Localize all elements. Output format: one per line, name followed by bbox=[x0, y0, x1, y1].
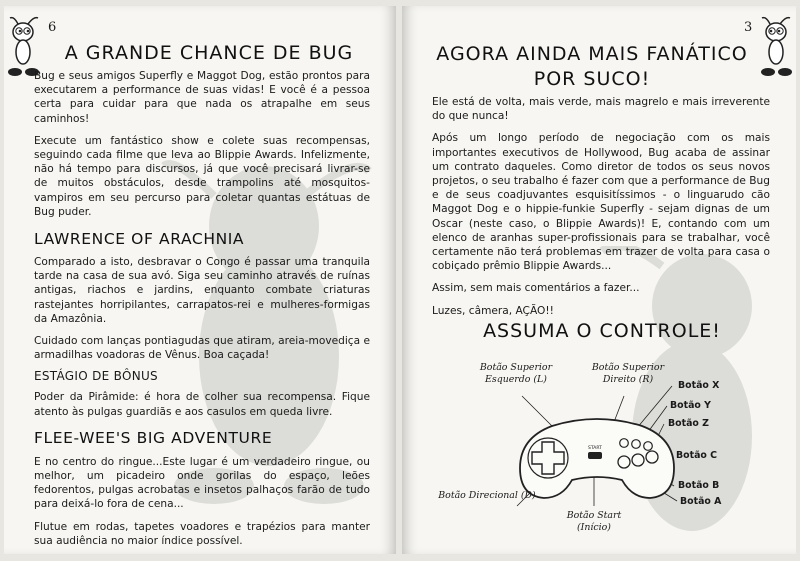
flee-wee-paragraph-2: Flutue em rodas, tapetes voadores e trapézios para manter sua audiência no maior índice possível. bbox=[34, 520, 370, 547]
label-button-z: Botão Z bbox=[668, 418, 709, 429]
section-title-lawrence: LAWRENCE OF ARACHNIA bbox=[34, 230, 245, 249]
title-line-2: POR SUCO! bbox=[533, 68, 651, 90]
label-button-a: Botão A bbox=[680, 496, 722, 507]
label-button-y: Botão Y bbox=[670, 400, 711, 411]
intro-paragraph-1: Bug e seus amigos Superfly e Maggot Dog, estão prontos para executarem a performance de suas vidas! E você é a pessoa certa para cuidar para que nada os atrapalhe em seus caminhos! bbox=[34, 70, 370, 125]
label-button-c: Botão C bbox=[676, 450, 717, 461]
label-button-x: Botão X bbox=[678, 380, 720, 391]
label-start: Botão Start (Início) bbox=[566, 510, 622, 533]
right-page bbox=[402, 6, 796, 554]
intro-paragraph-4: Luzes, câmera, AÇÃO!! bbox=[432, 304, 554, 317]
title-line-1: AGORA AINDA MAIS FANÁTICO bbox=[436, 43, 748, 65]
intro-paragraph-2: Execute um fantástico show e colete suas recompensas, seguindo cada filme que leva ao Blippie Awards. Infelizmente, não há tempo para discursos, já que você precisará livrar-se de muitos obstáculos, desde trampolins até mosquitos-vampiros em seu percurso para coletar quantas estátuas de Bug puder. bbox=[34, 134, 370, 218]
bug-mascot-icon bbox=[758, 16, 794, 80]
controller-diagram bbox=[402, 356, 796, 554]
bonus-stage-title: ESTÁGIO DE BÔNUS bbox=[34, 369, 158, 384]
left-page bbox=[4, 6, 396, 554]
start-label: START bbox=[588, 446, 602, 451]
lawrence-paragraph-1: Comparado a isto, desbravar o Congo é passar uma tranquila tarde na casa de sua avó. Siga seu caminho através de ruínas antigas, riachos e jardins, enquanto combate criaturas rastejantes horripilantes, carrapatos-rei e mulheres-formigas da Amazônia. bbox=[34, 256, 370, 325]
label-dpad: Botão Direcional (D) bbox=[438, 490, 536, 501]
page-title: A GRANDE CHANCE DE BUG bbox=[64, 42, 354, 64]
intro-paragraph-2: Após um longo período de negociação com os mais importantes executivos de Hollywood, Bug acaba de assinar um contrato daqueles. Como diretor de todos os seus novos projetos, o seu trabalho é fazer com que a performance de Bug e de seus coadjuvantes esquisitíssimos - o linguarudo cão Maggot Dog e o hippie-funkie Superfly - sejam dignas de um Oscar (neste caso, o Blippie Awards)! E, contando com um elenco de aranhas super-profissionais para se trabalhar, você certamente não terá problemas em trazer de volta para casa o cobiçado prêmio Blippie Awards... bbox=[432, 132, 770, 273]
controls-title: ASSUMA O CONTROLE! bbox=[483, 320, 721, 342]
bonus-paragraph: Poder da Pirâmide: é hora de colher sua recompensa. Fique atento às pulgas guardiãs e aos casulos em queda livre. bbox=[34, 391, 370, 418]
left-content bbox=[34, 69, 370, 548]
page-number: 3 bbox=[744, 20, 753, 35]
label-top-left: Botão Superior Esquerdo (L) bbox=[479, 362, 553, 385]
section-title-flee-wee: FLEE-WEE'S BIG ADVENTURE bbox=[34, 428, 273, 447]
right-content bbox=[432, 95, 770, 318]
page-title bbox=[432, 42, 752, 92]
label-top-right: Botão Superior Direito (R) bbox=[591, 362, 665, 385]
flee-wee-paragraph-1: E no centro do ringue...Este lugar é um verdadeiro ringue, ou melhor, um picadeiro onde gorilas do espaço, leões fedorentos, pulgas acrobatas e insetos palhaços farão de tudo para deixá-lo fora de cena... bbox=[34, 455, 370, 511]
intro-paragraph-1: Ele está de volta, mais verde, mais magrelo e mais irreverente do que nunca! bbox=[432, 96, 770, 123]
page-number: 6 bbox=[48, 20, 57, 35]
lawrence-paragraph-2: Cuidado com lanças pontiagudas que atiram, areia-movediça e armadilhas voadoras de Vênus. Boa caçada! bbox=[34, 335, 370, 362]
label-button-b: Botão B bbox=[678, 480, 720, 491]
intro-paragraph-3: Assim, sem mais comentários a fazer... bbox=[432, 282, 640, 295]
